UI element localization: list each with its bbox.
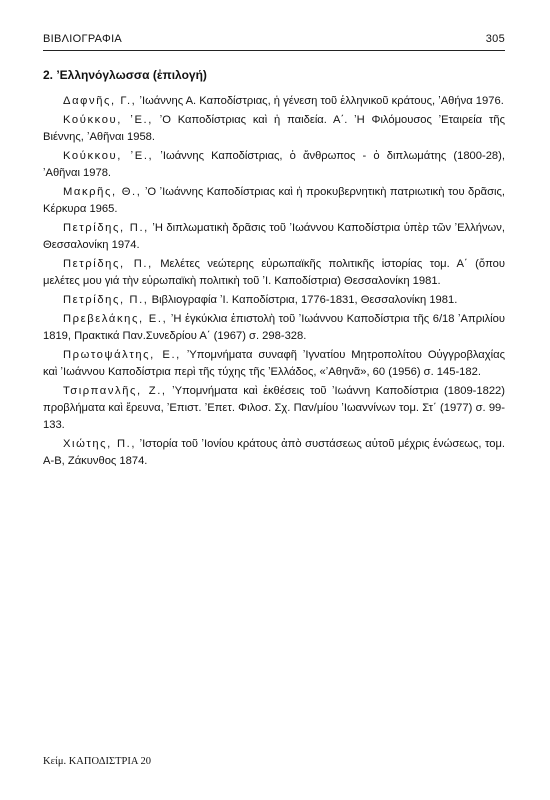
entry-text: Βιβλιογραφία ʼΙ. Καποδίστρια, 1776-1831, Θεσσαλονίκη 1981. [148, 294, 458, 306]
bibliography-entry [43, 184, 505, 218]
section-heading: 2. ʼΕλληνόγλωσσα (ἐπιλογή) [43, 68, 207, 82]
entry-author: Πετρίδης, Π., [63, 294, 149, 306]
bibliography-entry [43, 93, 505, 110]
bibliography-entry [43, 256, 505, 290]
entry-author: Πετρίδης, Π., [63, 222, 149, 234]
entry-text: ʼΙστορία τοῦ ʼΙονίου κράτους ἀπὸ συστάσεως αὐτοῦ μέχρις ἑνώσεως, τομ. Α-Β, Ζάκυνθος 1874. [43, 438, 506, 467]
entry-author: Μακρῆς, Θ., [63, 186, 142, 198]
running-header [43, 30, 505, 51]
entry-author: Πρωτοψάλτης, Ε., [63, 349, 181, 361]
entry-text: Μελέτες νεώτερης εὐρωπαϊκῆς πολιτικῆς ἱστορίας τομ. Α΄ (ὅπου μελέτες μου γιά τὴν εὐρωπαϊκὴ πολιτικὴ τοῦ ʼΙ. Καποδίστρια) Θεσσαλονίκη 1981. [43, 258, 505, 287]
running-header-title: ΒΙΒΛΙΟΓΡΑΦΙΑ [43, 33, 123, 45]
bibliography-entry [43, 436, 505, 470]
entry-author: Τσιρπανλῆς, Ζ., [63, 385, 167, 397]
bibliography-entry [43, 112, 505, 146]
entry-text: ʼΗ ἐγκύκλια ἐπιστολὴ τοῦ ʼΙωάννου Καποδίστρια τῆς 6/18 ʼΑπριλίου 1819, Πρακτικά Παν.Συνεδρίου Α΄ (1967) σ. 298-328. [43, 313, 505, 342]
entry-author: Δαφνῆς, Γ., [63, 95, 137, 107]
bibliography-list [43, 93, 505, 472]
bibliography-entry [43, 220, 505, 254]
entry-author: Πρεβελάκης, Ε., [63, 313, 168, 325]
entry-text: ʼΟ Καποδίστριας καὶ ἡ παιδεία. Α΄. ʼΗ Φιλόμουσος ʼΕταιρεία τῆς Βιέννης, ʼΑθῆναι 1958. [43, 114, 505, 143]
entry-text: ʼΗ διπλωματικὴ δρᾶσις τοῦ ʼΙωάννου Καποδίστρια ὑπὲρ τῶν ʼΕλλήνων, Θεσσαλονίκη 1974. [43, 222, 505, 251]
entry-text: ʼΥπομνήματα καὶ ἐκθέσεις τοῦ ʼΙωάννη Καποδίστρια (1809-1822) προβλήματα καὶ ἔρευνα, ʼΕπιστ. ʼΕπετ. Φιλοσ. Σχ. Παν/μίου ʼΙωαννίνων τομ. Στ΄ (1977) σ. 99-133. [43, 385, 506, 431]
bibliography-entry [43, 292, 505, 309]
bibliography-entry [43, 383, 505, 434]
entry-author: Κούκκου, ʼΕ., [63, 114, 153, 126]
entry-author: Πετρίδης, Π., [63, 258, 153, 270]
bibliography-entry [43, 311, 505, 345]
entry-author: Κούκκου, ʼΕ., [63, 150, 154, 162]
entry-text: ʼΥπομνήματα συναφῆ ʼΙγνατίου Μητροπολίτου Οὐγγροβλαχίας καὶ ʼΙωάννου Καποδίστρια περὶ τῆς τύχης τῆς ʼΕλλάδος, «ʼΑθηνᾶ», 60 (1956) σ. 145-182. [43, 349, 505, 378]
entry-text: ʼΙωάννης Καποδίστριας, ὁ ἄνθρωπος - ὁ διπλωμάτης (1800-28), ʼΑθῆναι 1978. [43, 150, 505, 179]
bibliography-entry [43, 148, 505, 182]
page-footer: Κείμ. ΚΑΠΟΔΙΣΤΡΙΑ 20 [43, 756, 152, 767]
entry-text: ʼΟ ʼΙωάννης Καποδίστριας καὶ ἡ προκυβερνητικὴ πατριωτικὴ του δρᾶσις, Κέρκυρα 1965. [43, 186, 505, 215]
page-number: 305 [485, 33, 505, 45]
entry-author: Χιώτης, Π., [63, 438, 137, 450]
entry-text: ʼΙωάννης Α. Καποδίστριας, ἡ γένεση τοῦ ἑλληνικοῦ κράτους, ʼΑθήνα 1976. [136, 95, 504, 107]
bibliography-entry [43, 347, 505, 381]
